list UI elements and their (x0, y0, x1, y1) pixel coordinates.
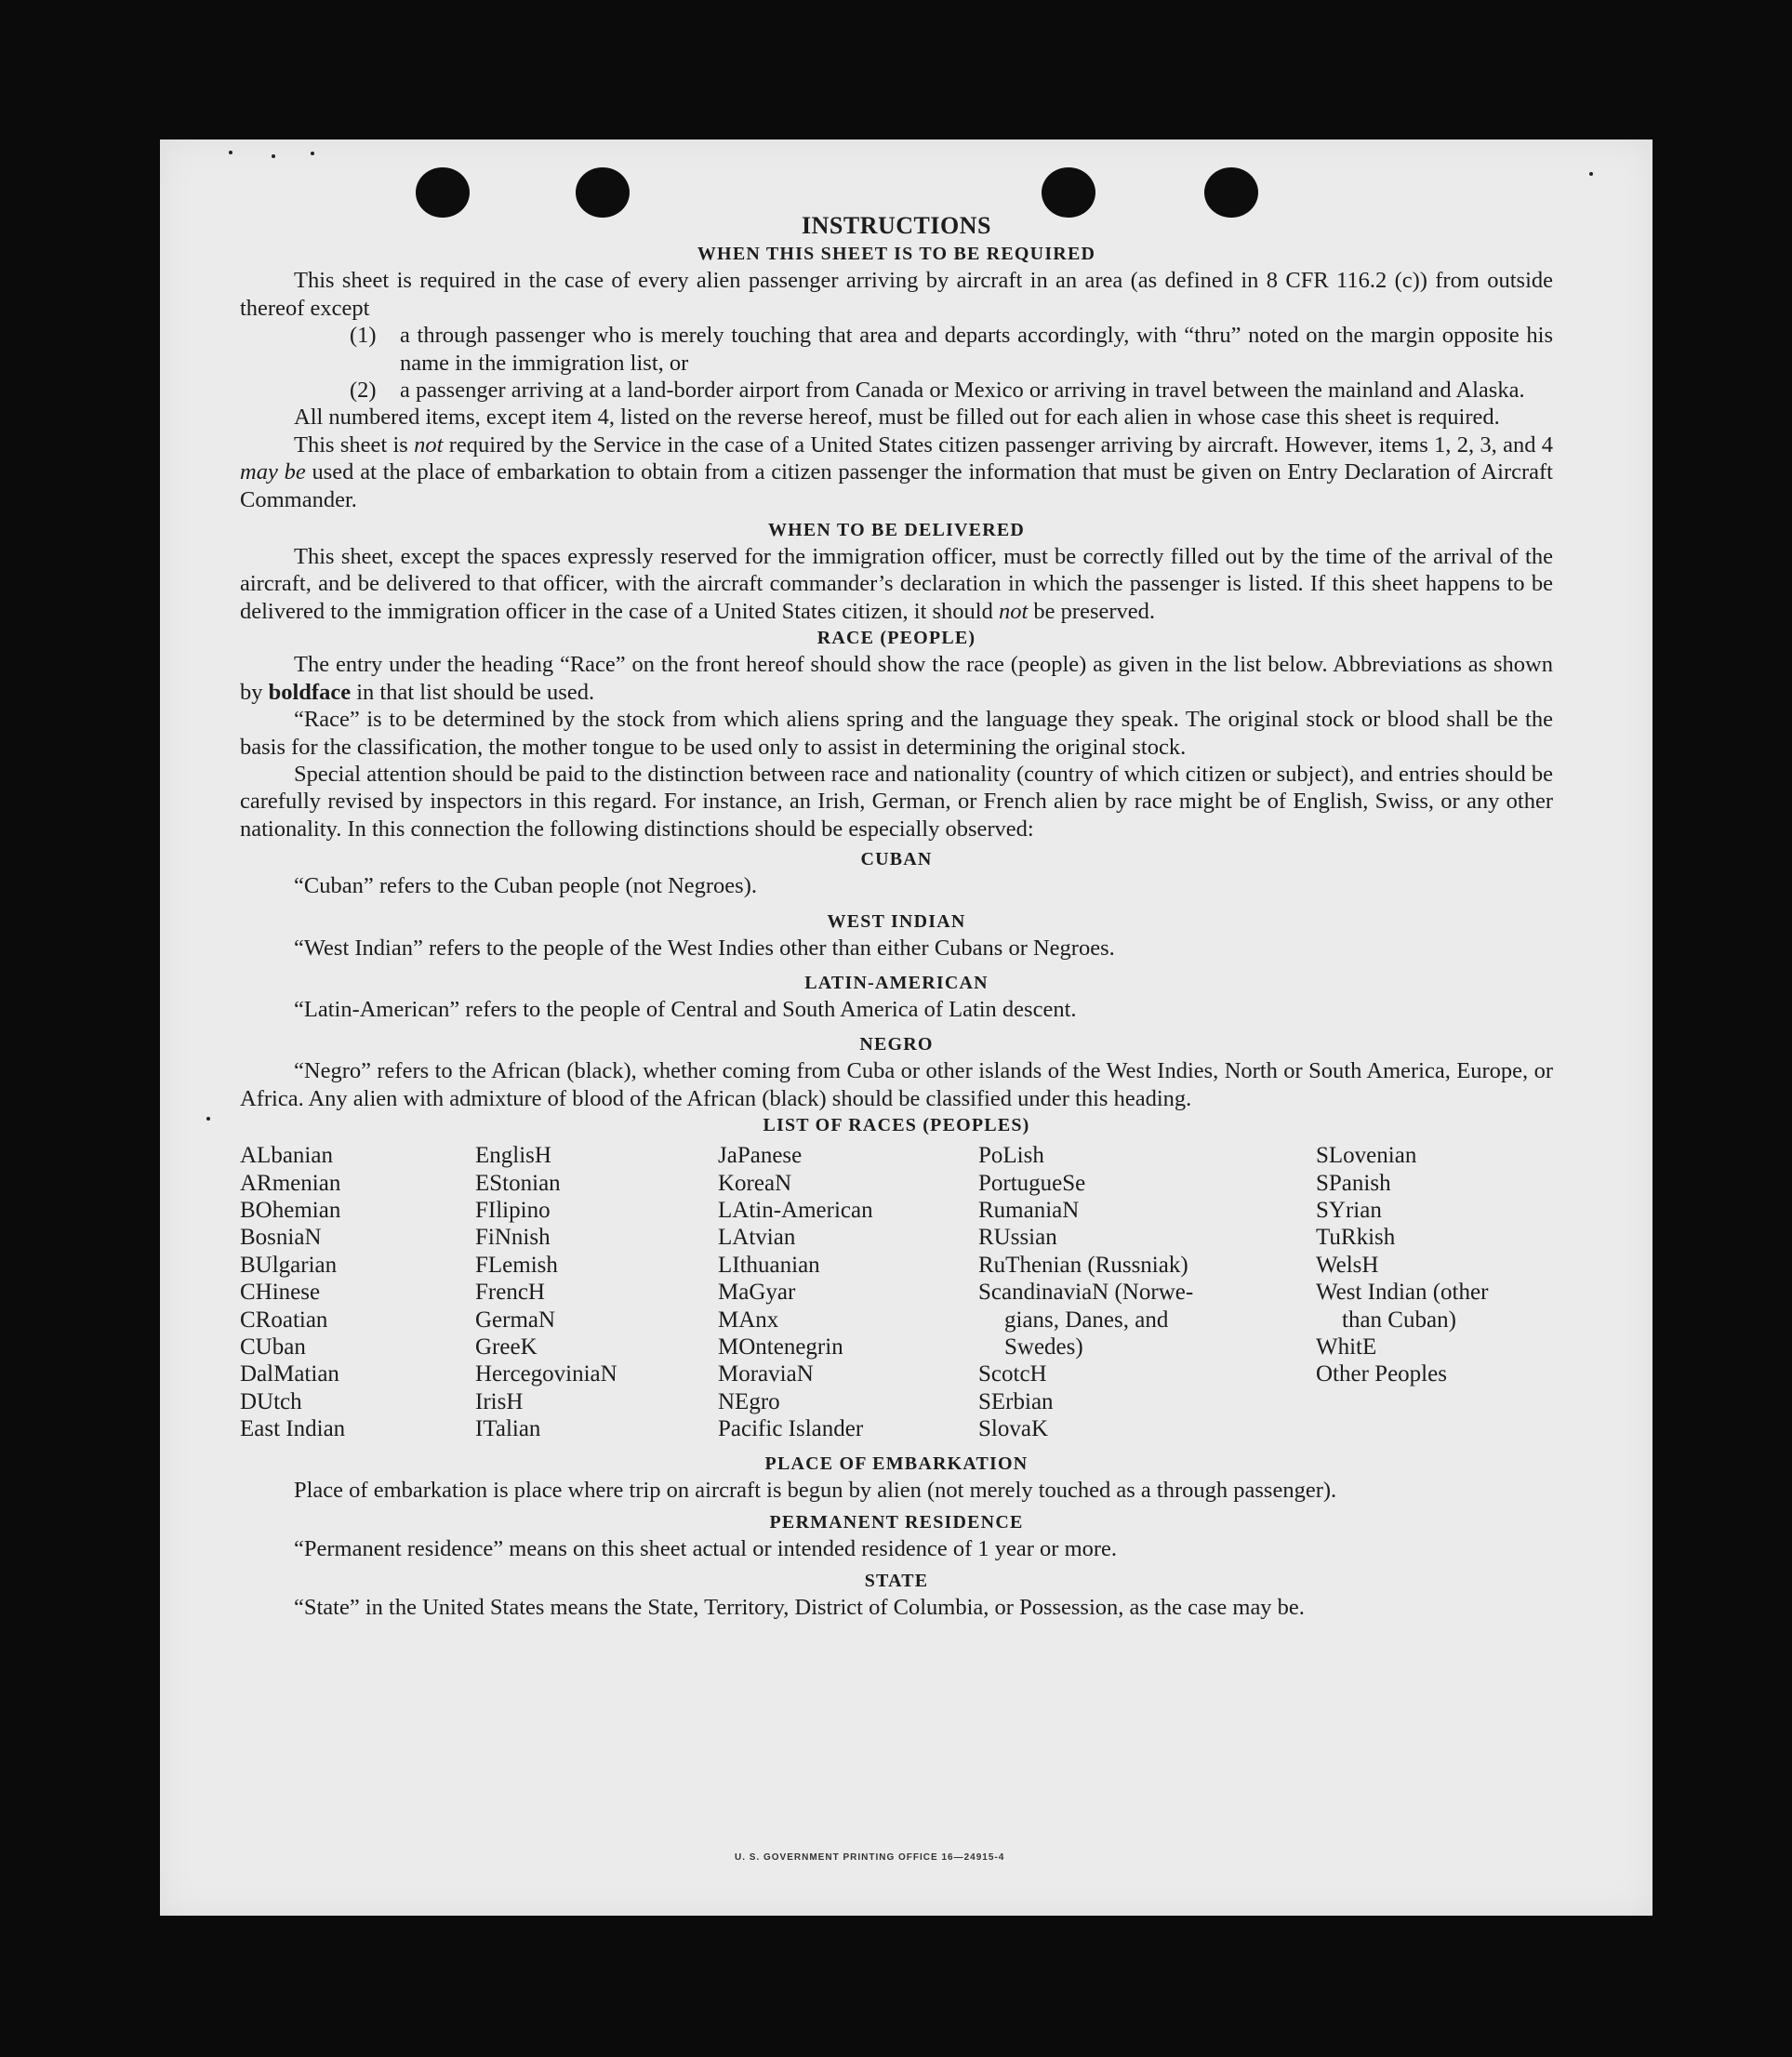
race-entry-continued: Swedes) (1004, 1334, 1083, 1360)
race-entry: FiNnish (475, 1225, 551, 1251)
race-entry: NEgro (718, 1388, 780, 1414)
race-entry: GreeK (475, 1334, 538, 1360)
race-entry: BUlgarian (240, 1252, 338, 1278)
section-heading-race: RACE (PEOPLE) (816, 628, 976, 649)
race-entry: West Indian (other (1316, 1280, 1489, 1306)
item-text: a through passenger who is merely touching that area and departs accordingly, with “thru” noted on the margin opposite his name in the immigration list, or (400, 323, 1553, 376)
race-entry: ScotcH (978, 1361, 1047, 1387)
race-entry: RumaniaN (978, 1197, 1080, 1223)
speck (229, 151, 232, 154)
race-entry: PortugueSe (978, 1170, 1086, 1196)
cuban-text: “Cuban” refers to the Cuban people (not Negroes). (294, 873, 757, 899)
race-entry: RuThenian (Russniak) (978, 1252, 1188, 1278)
race-entry: East Indian (240, 1416, 346, 1442)
race-entry: CRoatian (240, 1307, 328, 1333)
printer-imprint: U. S. GOVERNMENT PRINTING OFFICE 16—24915-4 (735, 1852, 1005, 1863)
delivered-paragraph: This sheet, except the spaces expressly reserved for the immigration officer, must be correctly filled out by the time of the arrival of the aircraft, and be delivered to that officer, with the aircraft commander’s declaration in which the passenger is listed. If this sheet happens to be delivered to the immigration officer in the case of a United States citizen, it should not be preserved. (240, 544, 1553, 624)
speck (1589, 172, 1593, 176)
race-entry: FrencH (475, 1280, 545, 1306)
item-number: (2) (350, 378, 377, 404)
race-column-2 (475, 1142, 718, 1442)
race-paragraph-2: “Race” is to be determined by the stock from which aliens spring and the language they speak. The original stock or blood shall be the basis for the classification, the mother tongue to be used only to assist in determining the original stock. (240, 707, 1553, 760)
race-column-4 (978, 1142, 1316, 1442)
race-column-3 (718, 1142, 978, 1442)
race-entry: SLovenian (1316, 1143, 1417, 1169)
latin-american-text: “Latin-American” refers to the people of Central and South America of Latin descent. (294, 996, 1077, 1022)
race-list (240, 1142, 1553, 1442)
race-entry: LAtvian (718, 1225, 796, 1251)
race-column-5 (1316, 1142, 1553, 1442)
race-entry: BosniaN (240, 1225, 322, 1251)
race-entry-continued: than Cuban) (1342, 1307, 1456, 1333)
item-text: a passenger arriving at a land-border airport from Canada or Mexico or arriving in travel between the mainland and Alaska. (400, 378, 1525, 404)
race-entry: JaPanese (718, 1143, 803, 1169)
embarkation-text: Place of embarkation is place where trip on aircraft is begun by alien (not merely touched as a through passenger). (294, 1477, 1337, 1503)
race-entry: GermaN (475, 1307, 556, 1333)
race-entry: SYrian (1316, 1197, 1382, 1223)
section-heading-delivered: WHEN TO BE DELIVERED (767, 520, 1026, 541)
residence-text: “Permanent residence” means on this sheet actual or intended residence of 1 year or more. (294, 1536, 1118, 1562)
race-entry: MaGyar (718, 1280, 796, 1306)
race-entry: LAtin-American (718, 1197, 873, 1223)
speck (206, 1117, 210, 1121)
race-entry: SErbian (978, 1388, 1054, 1414)
exception-item-2 (240, 377, 1553, 404)
race-paragraph-3: Special attention should be paid to the distinction between race and nationality (country of which citizen or subject), and entries should be carefully revised by inspectors in this regard. For instance, an Irish, German, or French alien by race might be of English, Swiss, or any other nationality. In this connection the following distinctions should be especially observed: (240, 761, 1553, 842)
race-entry: EnglisH (475, 1143, 551, 1169)
race-entry: RUssian (978, 1225, 1057, 1251)
race-entry: SlovaK (978, 1416, 1048, 1442)
race-entry: WhitE (1316, 1334, 1377, 1360)
race-entry: ALbanian (240, 1143, 333, 1169)
section-heading-latin-american: LATIN-AMERICAN (804, 972, 989, 993)
race-entry: IrisH (475, 1388, 524, 1414)
race-entry: ITalian (475, 1416, 541, 1442)
race-entry-continued: gians, Danes, and (1004, 1307, 1169, 1333)
race-entry: SPanish (1316, 1170, 1391, 1196)
race-entry: EStonian (475, 1170, 561, 1196)
race-entry: FLemish (475, 1252, 558, 1278)
section-heading-state: STATE (864, 1571, 929, 1592)
race-entry: MAnx (718, 1307, 779, 1333)
west-indian-text: “West Indian” refers to the people of the West Indies other than either Cubans or Negroes. (294, 935, 1115, 961)
race-entry: PoLish (978, 1143, 1044, 1169)
document-title: INSTRUCTIONS (802, 212, 991, 239)
race-entry: MOntenegrin (718, 1334, 843, 1360)
race-entry: HercegoviniaN (475, 1361, 617, 1387)
item-number: (1) (350, 323, 377, 349)
race-entry: CUban (240, 1334, 306, 1360)
section-heading-required: WHEN THIS SHEET IS TO BE REQUIRED (697, 244, 1096, 265)
race-entry: ScandinaviaN (Norwe- (978, 1280, 1194, 1306)
speck (311, 152, 314, 155)
section-heading-negro: NEGRO (859, 1034, 934, 1055)
section-heading-residence: PERMANENT RESIDENCE (769, 1512, 1024, 1533)
section-heading-list-of-races: LIST OF RACES (PEOPLES) (763, 1115, 1030, 1136)
section-heading-embarkation: PLACE OF EMBARKATION (764, 1453, 1029, 1474)
state-text: “State” in the United States means the State, Territory, District of Columbia, or Possession, as the case may be. (294, 1595, 1305, 1621)
race-entry: KoreaN (718, 1170, 792, 1196)
race-entry: WelsH (1316, 1252, 1379, 1278)
race-entry: CHinese (240, 1280, 321, 1306)
race-entry: MoraviaN (718, 1361, 814, 1387)
race-entry: FIlipino (475, 1197, 551, 1223)
section-heading-cuban: CUBAN (860, 849, 933, 870)
citizen-paragraph: This sheet is not required by the Service in the case of a United States citizen passenger arriving by aircraft. However, items 1, 2, 3, and 4 may be used at the place of embarkation to obtain from a citizen passenger the information that must be given on Entry Declaration of Aircraft Commander. (240, 431, 1553, 512)
speck (272, 154, 275, 158)
negro-text: “Negro” refers to the African (black), whether coming from Cuba or other islands of the West Indies, North or South America, Europe, or Africa. Any alien with admixture of blood of the African (black) should be classified under this heading. (240, 1058, 1553, 1111)
exception-item-1 (240, 322, 1553, 377)
numbered-items-paragraph: All numbered items, except item 4, listed on the reverse hereof, must be filled out for each alien in whose case this sheet is required. (294, 405, 1500, 431)
race-entry: LIthuanian (718, 1252, 820, 1278)
race-entry: TuRkish (1316, 1225, 1396, 1251)
race-entry: ARmenian (240, 1170, 341, 1196)
section-heading-west-indian: WEST INDIAN (827, 910, 966, 932)
race-paragraph-1: The entry under the heading “Race” on the front hereof should show the race (people) as given in the list below. Abbreviations as shown by boldface in that list should be used. (240, 652, 1553, 705)
race-entry: DUtch (240, 1388, 302, 1414)
race-entry: Other Peoples (1316, 1361, 1447, 1387)
required-intro: This sheet is required in the case of every alien passenger arriving by aircraft in an area (as defined in 8 CFR 116.2 (c)) from outside thereof except (240, 268, 1553, 321)
race-entry: DalMatian (240, 1361, 339, 1387)
race-column-1 (240, 1142, 475, 1442)
race-entry: Pacific Islander (718, 1416, 864, 1442)
race-entry: BOhemian (240, 1197, 341, 1223)
document-body (240, 210, 1553, 1622)
